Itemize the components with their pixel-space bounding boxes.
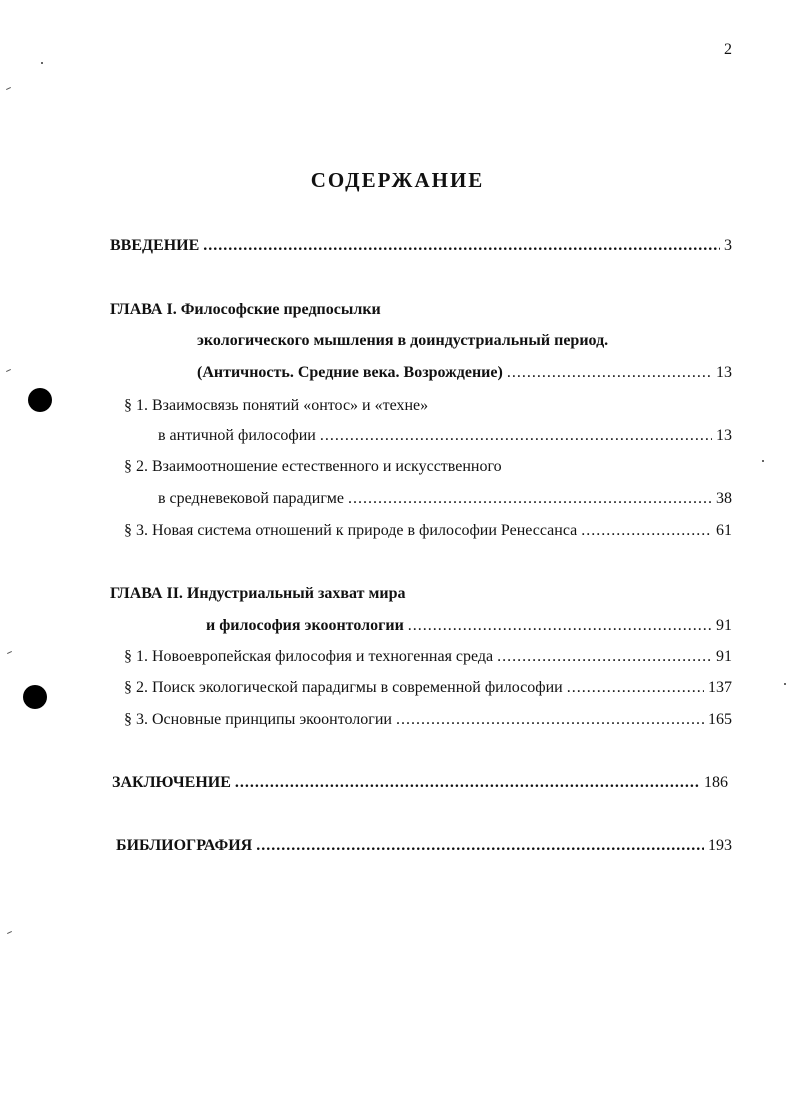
toc-entry-chapter1[interactable] xyxy=(197,362,732,384)
dot-leader xyxy=(497,646,712,668)
toc-entry-label: ЗАКЛЮЧЕНИЕ xyxy=(112,774,231,791)
toc-entry-chapter2[interactable] xyxy=(206,615,732,637)
dot-leader xyxy=(567,677,704,699)
dot-leader xyxy=(581,520,712,542)
section1-2-line1: § 2. Взаимоотношение естественного и искусственного xyxy=(124,458,502,475)
toc-entry-section1-3[interactable] xyxy=(124,520,732,542)
toc-entry-page: 137 xyxy=(708,679,732,696)
toc-entry-page: 13 xyxy=(716,427,732,444)
toc-entry-section2-2[interactable] xyxy=(124,677,732,699)
dot-leader xyxy=(203,235,720,257)
scan-speck xyxy=(6,369,11,372)
toc-entry-label: ВВЕДЕНИЕ xyxy=(110,237,200,254)
toc-entry-page: 193 xyxy=(708,837,732,854)
scan-dot xyxy=(762,460,764,462)
toc-entry-page: 186 xyxy=(704,774,728,791)
toc-entry-section2-3[interactable] xyxy=(124,709,732,731)
scan-speck xyxy=(6,87,11,90)
toc-entry-page: 3 xyxy=(724,237,732,254)
toc-entry-label: (Античность. Средние века. Возрождение) xyxy=(197,364,503,381)
chapter1-heading-line1: ГЛАВА I. Философские предпосылки xyxy=(110,301,381,318)
toc-entry-label: в античной философии xyxy=(158,427,316,444)
toc-entry-label: и философия экоонтологии xyxy=(206,617,404,634)
dot-leader xyxy=(396,709,704,731)
toc-entry-label: § 3. Основные принципы экоонтологии xyxy=(124,711,392,728)
page-number: 2 xyxy=(724,41,732,58)
toc-entry-page: 38 xyxy=(716,490,732,507)
scan-dot xyxy=(41,62,43,64)
toc-entry-section1-1[interactable] xyxy=(158,425,732,447)
dot-leader xyxy=(507,362,712,384)
dot-leader xyxy=(256,835,704,857)
toc-entry-page: 91 xyxy=(716,617,732,634)
toc-entry-intro[interactable] xyxy=(110,235,732,257)
toc-entry-label: БИБЛИОГРАФИЯ xyxy=(116,837,253,854)
dot-leader xyxy=(320,425,712,447)
scan-speck xyxy=(7,931,12,934)
punch-hole-top xyxy=(28,388,52,412)
scan-speck xyxy=(7,651,12,654)
chapter2-heading-line1: ГЛАВА II. Индустриальный захват мира xyxy=(110,585,406,602)
toc-entry-bibliography[interactable] xyxy=(116,835,732,857)
toc-entry-label: § 1. Новоевропейская философия и техногенная среда xyxy=(124,648,494,665)
toc-entry-label: в средневековой парадигме xyxy=(158,490,344,507)
toc-entry-page: 13 xyxy=(716,364,732,381)
dot-leader xyxy=(408,615,712,637)
toc-entry-label: § 3. Новая система отношений к природе в философии Ренессанса xyxy=(124,522,578,539)
toc-entry-section1-2[interactable] xyxy=(158,488,732,510)
toc-entry-page: 165 xyxy=(708,711,732,728)
punch-hole-bottom xyxy=(23,685,47,709)
toc-entry-page: 91 xyxy=(716,648,732,665)
toc-entry-label: § 2. Поиск экологической парадигмы в современной философии xyxy=(124,679,563,696)
toc-entry-conclusion[interactable] xyxy=(112,772,728,794)
dot-leader xyxy=(235,772,700,794)
toc-entry-section2-1[interactable] xyxy=(124,646,732,668)
toc-entry-page: 61 xyxy=(716,522,732,539)
scan-dot xyxy=(784,683,786,685)
dot-leader xyxy=(348,488,712,510)
page-title: СОДЕРЖАНИЕ xyxy=(310,168,485,192)
section1-1-line1: § 1. Взаимосвязь понятий «онтос» и «техне» xyxy=(124,397,429,414)
chapter1-heading-line2: экологического мышления в доиндустриальный период. xyxy=(197,332,609,349)
